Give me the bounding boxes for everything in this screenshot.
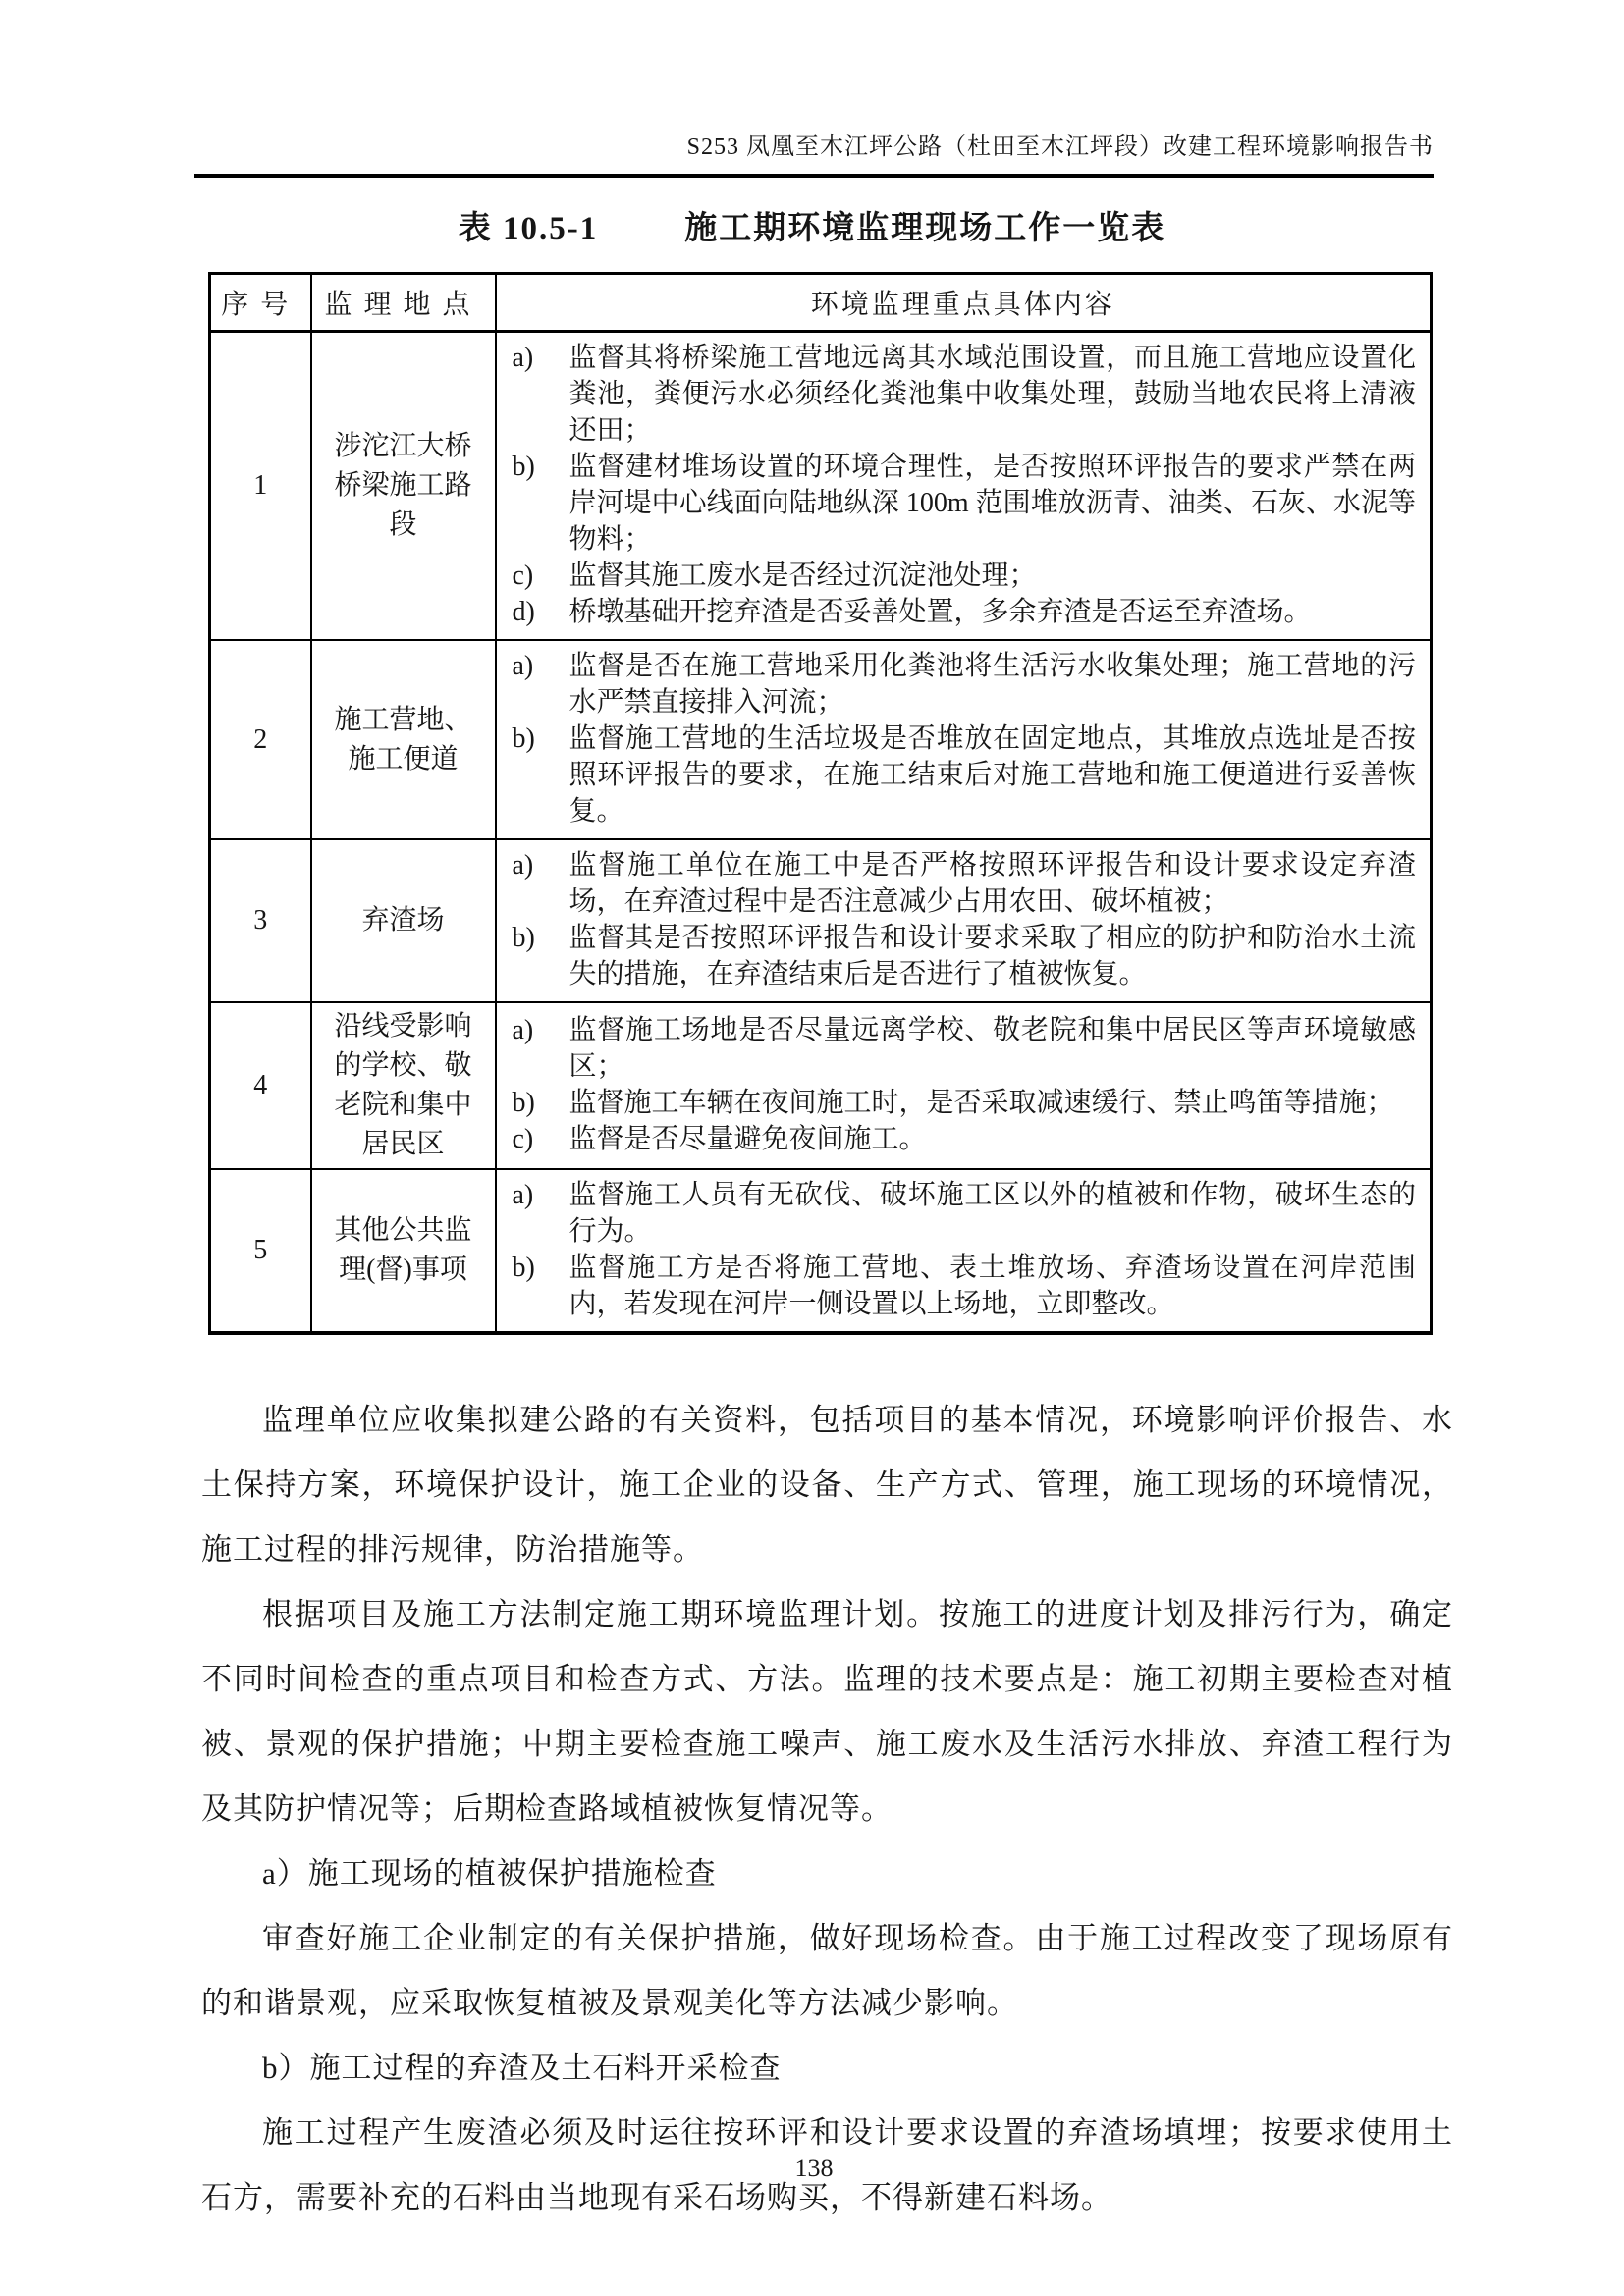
list-item-label: a)	[512, 343, 534, 373]
list-item-text: 桥墩基础开挖弃渣是否妥善处置，多余弃渣是否运至弃渣场。	[568, 597, 1312, 627]
list-item-text: 监督是否尽量避免夜间施工。	[568, 1124, 927, 1154]
list-item-label: b)	[512, 723, 535, 754]
table-row	[210, 1169, 1432, 1333]
list-item	[513, 594, 1417, 630]
list-item-text: 监督施工人员有无砍伐、破坏施工区以外的植被和作物，破坏生态的行为。	[568, 1180, 1416, 1247]
table-caption	[0, 0, 1624, 248]
header-rule	[194, 174, 1434, 178]
list-item-label: b)	[512, 1253, 535, 1283]
list-item-label: d)	[512, 597, 535, 627]
running-header: S253 凤凰至木江坪公路（杜田至木江坪段）改建工程环境影响报告书	[686, 134, 1434, 160]
body-paragraph: 根据项目及施工方法制定施工期环境监理计划。按施工的进度计划及排污行为，确定不同时间检查的重点项目和检查方式、方法。监理的技术要点是：施工初期主要检查对植被、景观的保护措施；中期主要检查施工噪声、施工废水及生活污水排放、弃渣工程行为及其防护情况等；后期检查路域植被恢复情况等。	[201, 1597, 1453, 1826]
section-heading: a）施工现场的植被保护措施检查	[262, 1856, 717, 1891]
body-paragraph: 监理单位应收集拟建公路的有关资料，包括项目的基本情况，环境影响评价报告、水土保持方案，环境保护设计，施工企业的设备、生产方式、管理，施工现场的环境情况，施工过程的排污规律，防治措施等。	[201, 1403, 1453, 1567]
list-item-label: c)	[512, 561, 534, 591]
list-item-text: 监督其施工废水是否经过沉淀池处理；	[568, 561, 1037, 591]
list-item	[513, 1250, 1417, 1322]
list-item-text: 监督施工场地是否尽量远离学校、敬老院和集中居民区等声环境敏感区；	[568, 1015, 1416, 1082]
list-item-label: b)	[512, 923, 535, 953]
list-item	[513, 847, 1417, 920]
list-item	[513, 1085, 1417, 1121]
row-number: 5	[210, 1169, 311, 1333]
body-paragraph: 施工过程产生废渣必须及时运往按环评和设计要求设置的弃渣场填埋；按要求使用土石方，需要补充的石料由当地现有采石场购买，不得新建石料场。	[201, 2115, 1453, 2215]
list-item-text: 监督其是否按照环评报告和设计要求采取了相应的防护和防治水土流失的措施，在弃渣结束后是否进行了植被恢复。	[568, 923, 1416, 989]
row-content	[496, 1002, 1432, 1169]
list-item	[513, 558, 1417, 594]
row-location: 沿线受影响的学校、敬老院和集中居民区	[311, 1002, 496, 1169]
row-content	[496, 1169, 1432, 1333]
list-item-label: b)	[512, 452, 535, 482]
row-location: 涉沱江大桥桥梁施工路段	[311, 332, 496, 641]
list-item-label: b)	[512, 1088, 535, 1118]
monitoring-table	[208, 272, 1433, 1335]
list-item	[513, 449, 1417, 558]
list-item-text: 监督建材堆场设置的环境合理性，是否按照环评报告的要求严禁在两岸河堤中心线面向陆地纵深 100m 范围堆放沥青、油类、石灰、水泥等物料；	[568, 452, 1416, 555]
body-text	[201, 1388, 1453, 2230]
column-header-no: 序号	[210, 274, 311, 332]
list-item	[513, 340, 1417, 449]
list-item-label: a)	[512, 850, 534, 881]
list-item-text: 监督是否在施工营地采用化粪池将生活污水收集处理；施工营地的污水严禁直接排入河流；	[568, 651, 1416, 718]
list-item-text: 监督施工车辆在夜间施工时，是否采取减速缓行、禁止鸣笛等措施；	[568, 1088, 1394, 1118]
list-item-label: a)	[512, 1015, 534, 1045]
list-item-label: a)	[512, 651, 534, 681]
list-item-text: 监督施工单位在施工中是否严格按照环评报告和设计要求设定弃渣场，在弃渣过程中是否注意减少占用农田、破坏植被；	[568, 850, 1416, 917]
row-number: 1	[210, 332, 311, 641]
row-content	[496, 332, 1432, 641]
row-content	[496, 839, 1432, 1002]
row-location: 施工营地、施工便道	[311, 640, 496, 839]
list-item	[513, 1121, 1417, 1157]
monitoring-table-body	[210, 332, 1432, 1334]
page-number: 138	[794, 2154, 834, 2182]
table-row	[210, 332, 1432, 641]
list-item	[513, 648, 1417, 721]
list-item	[513, 721, 1417, 829]
row-location: 其他公共监理(督)事项	[311, 1169, 496, 1333]
table-row	[210, 839, 1432, 1002]
list-item-text: 监督施工营地的生活垃圾是否堆放在固定地点，其堆放点选址是否按照环评报告的要求，在施工结束后对施工营地和施工便道进行妥善恢复。	[568, 723, 1416, 827]
row-number: 3	[210, 839, 311, 1002]
list-item-text: 监督施工方是否将施工营地、表土堆放场、弃渣场设置在河岸范围内，若发现在河岸一侧设置以上场地，立即整改。	[568, 1253, 1416, 1319]
list-item	[513, 1012, 1417, 1085]
table-row	[210, 1002, 1432, 1169]
list-item-label: a)	[512, 1180, 534, 1210]
body-paragraph: 审查好施工企业制定的有关保护措施，做好现场检查。由于施工过程改变了现场原有的和谐景观，应采取恢复植被及景观美化等方法减少影响。	[201, 1921, 1453, 2020]
column-header-content: 环境监理重点具体内容	[496, 274, 1432, 332]
table-caption-label: 表 10.5-1	[458, 211, 599, 246]
list-item-text: 监督其将桥梁施工营地远离其水域范围设置，而且施工营地应设置化粪池，粪便污水必须经化粪池集中收集处理，鼓励当地农民将上清液还田；	[568, 343, 1416, 446]
row-number: 4	[210, 1002, 311, 1169]
list-item	[513, 1177, 1417, 1250]
list-item	[513, 920, 1417, 992]
list-item-label: c)	[512, 1124, 534, 1154]
row-number: 2	[210, 640, 311, 839]
row-location: 弃渣场	[311, 839, 496, 1002]
section-heading: b）施工过程的弃渣及土石料开采检查	[262, 2051, 782, 2085]
table-caption-title: 施工期环境监理现场工作一览表	[684, 211, 1166, 246]
table-row	[210, 640, 1432, 839]
column-header-location: 监理地点	[311, 274, 496, 332]
table-header-row	[210, 274, 1432, 332]
row-content	[496, 640, 1432, 839]
